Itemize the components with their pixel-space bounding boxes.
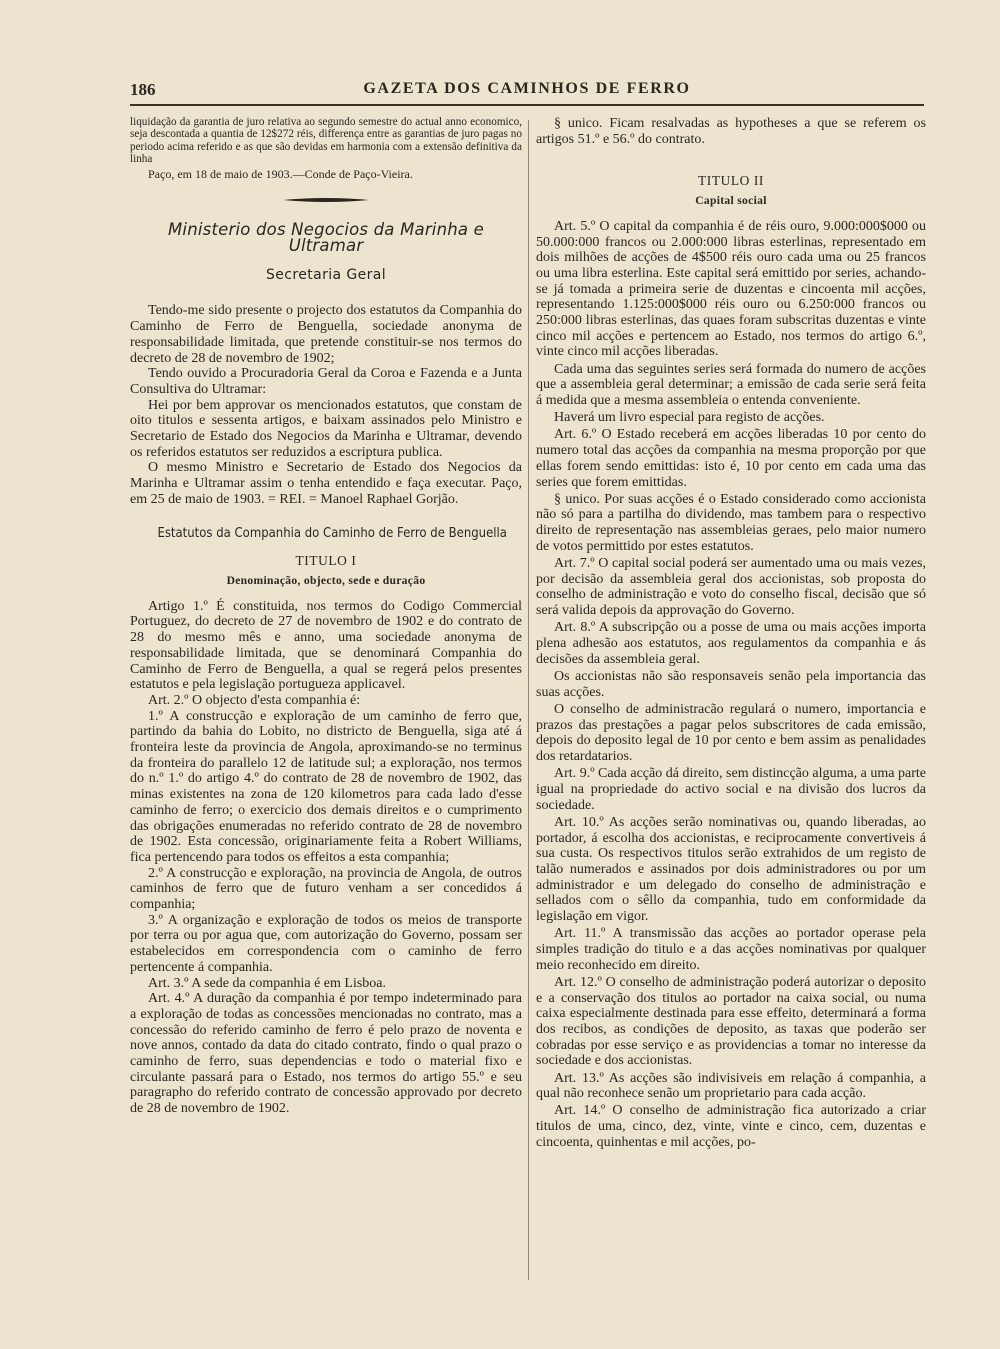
- article-paragraph: Haverá um livro especial para registo de acções.: [554, 410, 825, 426]
- titulo-heading: TITULO I: [295, 553, 357, 569]
- article-paragraph: Art. 9.º Cada acção dá direito, sem distincção alguma, a uma parte igual na propriedade do activo social e na divisão dos lucros da sociedade.: [536, 766, 926, 813]
- left-column: [130, 116, 522, 1117]
- article-paragraph: Art. 6.º O Estado receberá em acções liberadas 10 por cento do numero total das acções da companhia na mesma proporção por que ellas forem sendo emittidas: isto é, 10 por cento em cada uma das series que forem emittidas.: [536, 427, 926, 490]
- intro-signature: Paço, em 18 de maio de 1903.—Conde de Paço-Vieira.: [148, 166, 413, 181]
- statutes-title: Estatutos da Companhia do Caminho de Ferro de Benguella: [157, 524, 507, 541]
- right-column: [536, 116, 926, 1152]
- article-paragraph: Art. 3.º A sede da companhia é em Lisboa.: [148, 975, 386, 991]
- article-paragraph: O conselho de administracão regulará o numero, importancia e prazos das prestações a pagar pelos subscritores de cada emissão, depois do deposito legal de 10 por cento e bem assim as penalidades dos retardatarios.: [536, 701, 926, 765]
- page-header: [130, 80, 924, 102]
- article-paragraph: Art. 4.º A duração da companhia é por tempo indeterminado para a exploração de todas as concessões mencionadas no contrato, mas a concessão do referido caminho de ferro é pelo prazo de noventa e nove annos, contado da data do citado contrato, findo o qual prazo o caminho de ferro, suas dependencias e todo o material fixo e circulante passará para o Estado, nos termos do artigo 55.º e seu paragrapho do referido contrato de concessão approvado por decreto de 28 de novembro de 1902.: [130, 991, 522, 1117]
- article-paragraph: 1.º A construcção e exploração de um caminho de ferro que, partindo da bahia do Lobito, no districto de Benguella, siga até á fronteira leste da provincia de Angola, aproximando-se no terminus da fronteira do parallelo 12 de latitude sul; a exploração, nos termos do n.º 1.º do artigo 4.º do contrato de 28 de novembro de 1902, das minas existentes na zona de 120 kilometros para cada lado d'esse caminho de ferro; o exercicio dos demais direitos e o cumprimento das obrigações enumeradas no referido contrato de 28 de novembro de 1902. Esta concessão, originariamente feita a Robert Williams, fica pertencendo para todos os effeitos a esta companhia;: [130, 708, 522, 865]
- decree-paragraph: O mesmo Ministro e Secretario de Estado dos Negocios da Marinha e Ultramar assim o tenha entendido e faça executar. Paço, em 25 de maio de 1903. = REI. = Manoel Raphael Gorjão.: [130, 460, 522, 507]
- titulo-subheading: Capital social: [695, 194, 767, 208]
- journal-title: GAZETA DOS CAMINHOS DE FERRO: [363, 80, 691, 97]
- article-paragraph: Art. 10.º As acções serão nominativas ou, quando liberadas, ao portador, á escolha dos accionistas, e reciprocamente convertiveis á sua custa. Os respectivos titulos serão extrahidos de um registo de talão numerados e assinados por dois administradores ou por um administrador e um delegado do conselho de administração e sellados com o sêllo da companhia, tudo em conformidade da legislação em vigor.: [536, 814, 926, 925]
- page-number: 186: [130, 80, 156, 99]
- article-paragraph: Os accionistas não são responsaveis senão pela importancia das suas acções.: [536, 669, 926, 700]
- article-paragraph: Art. 14.º O conselho de administração fica autorizado a criar titulos de uma, cinco, dez, vinte, vinte e cinco, cem, duzentas e cincoenta, quinhentas e mil acções, po-: [536, 1103, 926, 1150]
- article-paragraph: Cada uma das seguintes series será formada do numero de acções que a assembleia geral determinar; a emissão de cada serie será feita á medida que a mesma assembleia o entenda conveniente.: [536, 361, 926, 409]
- article-paragraph: Art. 11.º A transmissão das acções ao portador operase pela simples tradição do titulo e a das acções nominativas por qualquer meio reconhecido em direito.: [536, 926, 926, 973]
- article-paragraph: Art. 8.º A subscripção ou a posse de uma ou mais acções importa plena adhesão aos estatutos, aos regulamentos da companhia e ás decisões da assembleia geral.: [536, 620, 926, 667]
- titulo-subheading: Denominação, objecto, sede e duração: [226, 573, 426, 587]
- article-paragraph: Art. 5.º O capital da companhia é de réis ouro, 9.000:000$000 ou 50.000:000 francos ou 2.000:000 libras esterlinas, representado em dois milhões de acções de 4$500 réis ouro cada uma ou 25 francos ou uma libra esterlina. Este capital será emittido por series, achando-se já tomada a primeira serie de duzentas e cincoenta mil acções, representando 1.125:000$000 réis ouro ou 6.250:000 francos ou 250:000 libras esterlinas, das quaes foram subscritas duzentas e vinte cinco mil acções e pertencem ao Estado, nos termos do artigo 6.º, vinte cinco mil acções liberadas.: [536, 218, 926, 360]
- decree-paragraph: Hei por bem approvar os mencionados estatutos, que constam de oito titulos e sessenta artigos, e baixam assinados pelo Ministro e Secretario de Estado dos Negocios da Marinha e Ultramar, devendo os referidos estatutos ser reduzidos a escriptura publica.: [130, 397, 522, 460]
- column-divider: [528, 120, 529, 1280]
- article-paragraph: § unico. Por suas acções é o Estado considerado como accionista não só para a partilha do dividendo, mas tambem para o respectivo direito de representação nas assembleias geraes, pelo maior numero de votos permittido por estes estatutos.: [536, 491, 926, 554]
- secretaria-heading: Secretaria Geral: [265, 266, 387, 283]
- ministry-title: Ministerio dos Negocios da Marinha e Ultramar: [167, 220, 485, 256]
- header-rule: [130, 104, 924, 106]
- article-paragraph: Art. 12.º O conselho de administração poderá autorizar o deposito e a conservação dos titulos ao portador na caixa social, ou numa caixa especialmente destinada para esse effeito, determinará a forma dos recibos, as condições de deposito, as taxas que poderão ser cobradas por esse serviço e as providencias a tomar no interesse da sociedade e dos accionistas.: [536, 974, 926, 1069]
- decree-paragraph: Tendo ouvido a Procuradoria Geral da Coroa e Fazenda e a Junta Consultiva do Ultramar:: [130, 366, 522, 397]
- intro-paragraph: liquidação da garantia de juro relativa ao segundo semestre do actual anno economico, seja descontada a quantia de 12$272 réis, differença entre as garantias de juro pagas no periodo acima referido e as que são devidas em harmonia com a extensão definitiva da linha: [130, 116, 522, 166]
- article-paragraph: Art. 7.º O capital social poderá ser aumentado uma ou mais vezes, por decisão da assembleia geral dos accionistas, sob proposta do conselho de administração e voto do conselho fiscal, decisão que só será valida depois da approvação do Governo.: [536, 556, 926, 619]
- article-paragraph: Art. 13.º As acções são indivisiveis em relação á companhia, a qual não reconhece senão um proprietario para cada acção.: [536, 1070, 926, 1102]
- article-paragraph: § unico. Ficam resalvadas as hypotheses a que se referem os artigos 51.º e 56.º do contrato.: [536, 116, 926, 147]
- ornament-divider-icon: [283, 196, 369, 204]
- decree-paragraph: Tendo-me sido presente o projecto dos estatutos da Companhia do Caminho de Ferro de Benguella, sociedade anonyma de responsabilidade limitada, que pretende constituir-se nos termos do decreto de 28 de novembro de 1902;: [130, 303, 522, 366]
- article-paragraph: Art. 2.º O objecto d'esta companhia é:: [148, 692, 361, 708]
- article-paragraph: Artigo 1.º É constituida, nos termos do Codigo Commercial Portuguez, do decreto de 27 de novembro de 1902 e do contrato de 28 do mesmo mês e anno, uma sociedade anonyma de responsabilidade limitada, que se denominará Companhia do Caminho de Ferro de Benguella, a qual se regerá pelos presentes estatutos e pela legislação portugueza applicavel.: [130, 598, 522, 693]
- titulo-heading: TITULO II: [697, 173, 764, 189]
- article-paragraph: 3.º A organização e exploração de todos os meios de transporte por terra ou por agua que, com autorização do Governo, possam ser estabelecidos em correspondencia com o caminho de ferro pertencente á companhia.: [130, 912, 522, 975]
- article-paragraph: 2.º A construcção e exploração, na provincia de Angola, de outros caminhos de ferro que de futuro venham a ser concedidos á companhia;: [130, 865, 522, 913]
